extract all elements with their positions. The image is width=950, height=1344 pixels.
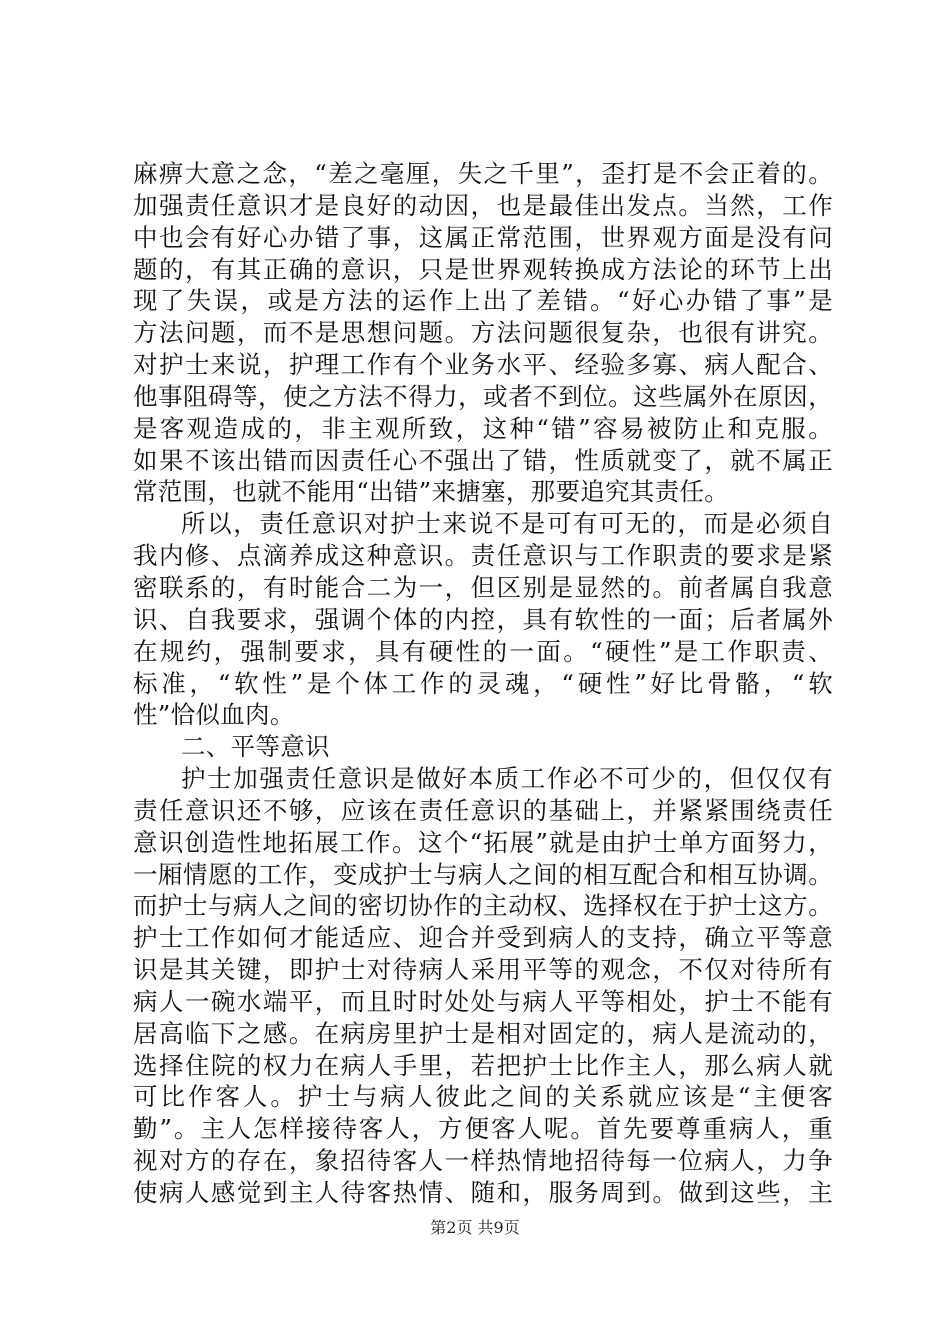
text-line: 使病人感觉到主人待客热情、随和，服务周到。做到这些，主 [133,1178,833,1207]
text-line: 护士工作如何才能适应、迎合并受到病人的支持，确立平等意 [133,923,833,953]
text-line: 现了失误，或是方法的运作上出了差错。“好心办错了事”是 [133,286,833,316]
text-line: 一厢情愿的工作，变成护士与病人之间的相互配合和相互协调。 [133,859,833,889]
text-line: 他事阻碍等，使之方法不得力，或者不到位。这些属外在原因， [133,381,833,411]
text-line: 对护士来说，护理工作有个业务水平、经验多寡、病人配合、 [133,350,833,380]
text-line: 麻痹大意之念，“差之毫厘，失之千里”，歪打是不会正着的。 [133,159,833,188]
text-line: 识、自我要求，强调个体的内控，具有软性的一面；后者属外 [133,604,833,634]
text-line: 意识创造性地拓展工作。这个“拓展”就是由护士单方面努力， [133,827,833,857]
text-line: 勤”。主人怎样接待客人，方便客人呢。首先要尊重病人，重 [133,1114,833,1144]
text-line: 我内修、点滴养成这种意识。责任意识与工作职责的要求是紧 [133,541,833,571]
text-line: 标准，“软性”是个体工作的灵魂，“硬性”好比骨骼，“软 [133,668,833,698]
text-line: 题的，有其正确的意识，只是世界观转换成方法论的环节上出 [133,254,833,284]
text-line: 可比作客人。护士与病人彼此之间的关系就应该是“主便客 [133,1082,833,1112]
text-line: 是客观造成的，非主观所致，这种“错”容易被防止和克服。 [133,413,833,443]
text-line: 常范围，也就不能用“出错”来搪塞，那要追究其责任。 [133,477,730,507]
text-line: 如果不该出错而因责任心不强出了错，性质就变了，就不属正 [133,445,833,475]
text-line: 病人一碗水端平，而且时时处处与病人平等相处，护士不能有 [133,986,833,1016]
body-text [133,158,833,1209]
text-line: 性”恰似血肉。 [133,700,295,730]
paragraph-first-line: 所以，责任意识对护士来说不是可有可无的，而是必须自 [181,509,833,539]
paragraph-first-line: 护士加强责任意识是做好本质工作必不可少的，但仅仅有 [181,764,833,794]
section-heading: 二、平等意识 [181,732,330,762]
text-line: 加强责任意识才是良好的动因，也是最佳出发点。当然，工作 [133,190,833,220]
text-line: 识是其关键，即护士对待病人采用平等的观念，不仅对待所有 [133,955,833,985]
page-number-label: 第2页 共9页 [430,1218,520,1237]
text-line: 视对方的存在，象招待客人一样热情地招待每一位病人，力争 [133,1146,833,1176]
text-line: 在规约，强制要求，具有硬性的一面。“硬性”是工作职责、 [133,636,833,666]
page-footer [0,1218,950,1238]
text-line: 中也会有好心办错了事，这属正常范围，世界观方面是没有问 [133,222,833,252]
text-line: 居高临下之感。在病房里护士是相对固定的，病人是流动的， [133,1018,833,1048]
text-line: 而护士与病人之间的密切协作的主动权、选择权在于护士这方。 [133,891,833,921]
text-line: 责任意识还不够，应该在责任意识的基础上，并紧紧围绕责任 [133,795,833,825]
text-line: 选择住院的权力在病人手里，若把护士比作主人，那么病人就 [133,1050,833,1080]
text-line: 方法问题，而不是思想问题。方法问题很复杂，也很有讲究。 [133,318,833,348]
text-line: 密联系的，有时能合二为一，但区别是显然的。前者属自我意 [133,572,833,602]
